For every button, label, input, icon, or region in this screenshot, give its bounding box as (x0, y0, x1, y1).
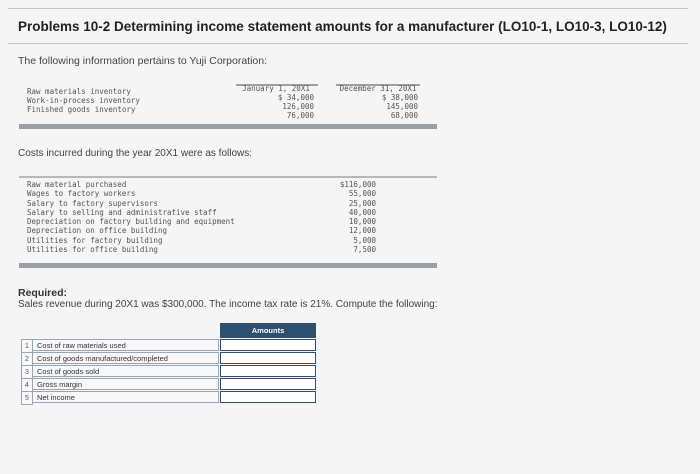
cost-value: 10,000 (348, 217, 376, 227)
net-income-input[interactable] (220, 391, 316, 403)
problem-title: Problems 10-2 Determining income statement amounts for a manufacturer (LO10-1, LO10-3, LO10-12) (18, 19, 667, 34)
cost-of-raw-materials-used-input[interactable] (220, 339, 316, 351)
cost-label: Salary to selling and administrative staff (27, 207, 217, 217)
inventory-labels (27, 87, 140, 114)
jan-column (238, 84, 314, 120)
intro-text: The following information pertains to Yuji Corporation: (18, 55, 268, 67)
row-label: Cost of goods manufactured/completed (33, 352, 219, 364)
answer-row (21, 339, 296, 351)
inventory-table-footer-bar (19, 124, 437, 129)
cost-value: 40,000 (348, 207, 376, 217)
inventory-value: $ 38,000 (381, 93, 418, 102)
costs-intro-text: Costs incurred during the year 20X1 were as follows: (18, 148, 253, 159)
costs-table-top-rule (19, 176, 437, 178)
cost-label: Wages to factory workers (27, 189, 136, 199)
answer-row (21, 365, 296, 377)
row-number: 2 (21, 352, 33, 366)
top-divider (8, 8, 688, 9)
cost-value: 25,000 (348, 198, 376, 208)
required-heading: Required: (18, 287, 68, 299)
jan-column-header: January 1, 20X1 (242, 84, 310, 93)
row-label: Cost of raw materials used (33, 339, 219, 351)
cost-label: Utilities for office building (27, 245, 158, 255)
dec-column (338, 84, 418, 120)
inventory-value: 68,000 (390, 111, 418, 120)
costs-values (326, 180, 376, 254)
answer-row (21, 378, 296, 390)
cost-label: Utilities for factory building (27, 235, 163, 245)
cost-label: Salary to factory supervisors (27, 198, 158, 208)
row-number: 5 (21, 391, 33, 405)
title-divider (8, 43, 688, 44)
inventory-value: $ 34,000 (277, 93, 314, 102)
costs-table-footer-bar (19, 263, 437, 268)
row-number: 1 (21, 339, 33, 353)
row-label: Cost of goods sold (33, 365, 219, 377)
inventory-label: Raw materials inventory (27, 87, 131, 96)
cost-value: 5,000 (353, 235, 376, 245)
inventory-value: 76,000 (286, 111, 314, 120)
inventory-value: 126,000 (282, 102, 314, 111)
answer-row (21, 352, 296, 364)
gross-margin-input[interactable] (220, 378, 316, 390)
inventory-value: 145,000 (386, 102, 418, 111)
costs-labels (27, 180, 235, 254)
inventory-label: Finished goods inventory (27, 105, 136, 114)
inventory-label: Work-in-process inventory (27, 96, 140, 105)
cost-value: $116,000 (339, 180, 376, 189)
cost-value: 12,000 (348, 226, 376, 236)
cost-value: 7,500 (353, 245, 376, 255)
row-label: Net income (33, 391, 219, 403)
row-number: 3 (21, 365, 33, 379)
cost-label: Depreciation on office building (27, 226, 167, 236)
amounts-column-header: Amounts (220, 323, 316, 338)
cost-value: 55,000 (348, 189, 376, 199)
row-label: Gross margin (33, 378, 219, 390)
required-text: Sales revenue during 20X1 was $300,000. The income tax rate is 21%. Compute the following: (18, 299, 438, 310)
cost-of-goods-sold-input[interactable] (220, 365, 316, 377)
cost-of-goods-manufactured-input[interactable] (220, 352, 316, 364)
cost-label: Raw material purchased (27, 180, 127, 189)
row-number: 4 (21, 378, 33, 392)
cost-label: Depreciation on factory building and equipment (27, 217, 235, 227)
answer-row (21, 391, 296, 403)
dec-column-header: December 31, 20X1 (339, 84, 417, 93)
